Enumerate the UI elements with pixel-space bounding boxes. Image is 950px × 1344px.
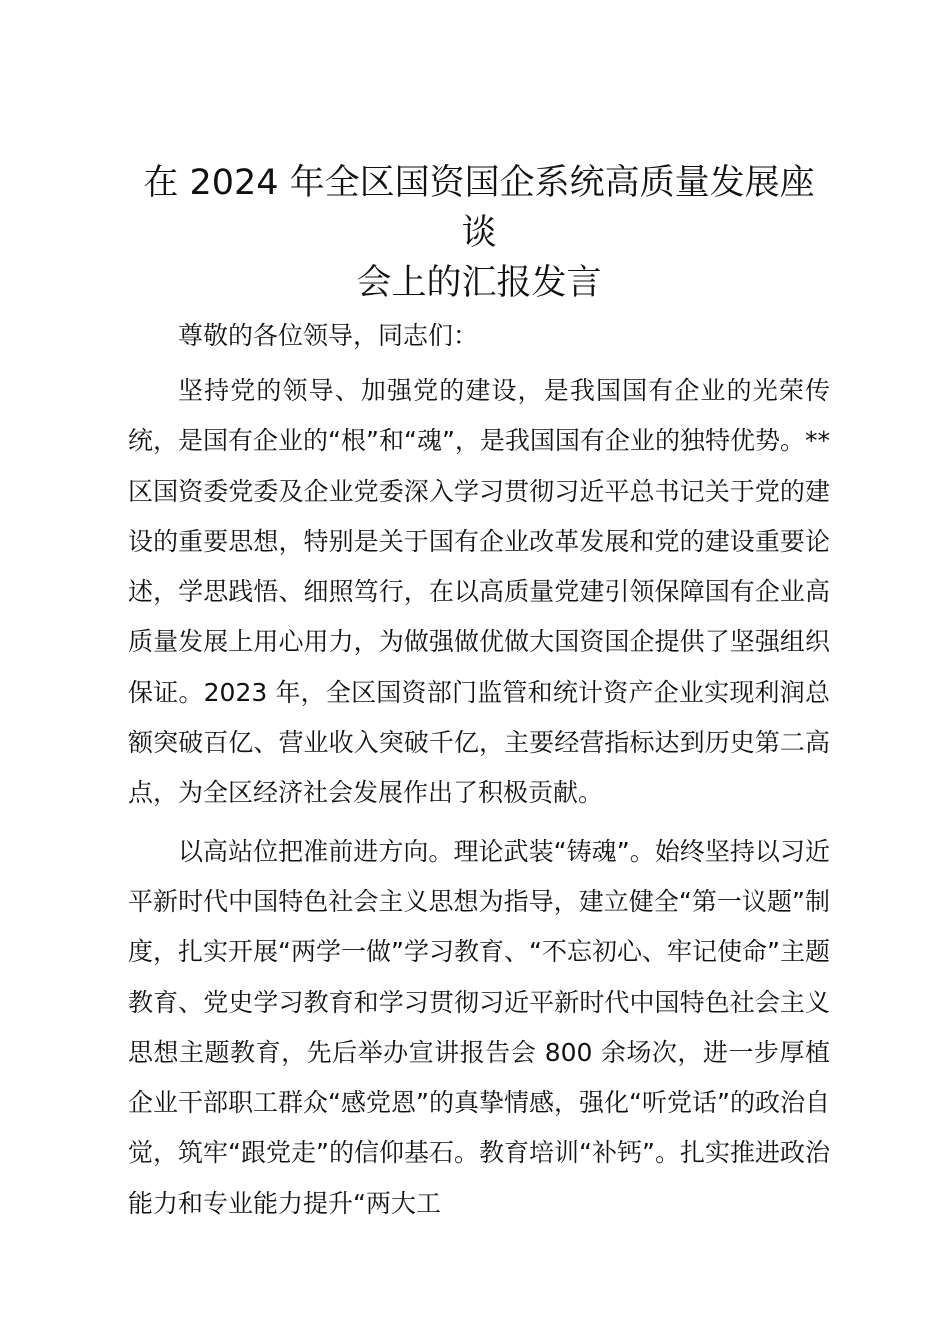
document-page bbox=[128, 158, 830, 1229]
title-line-1: 在 2024 年全区国资国企系统高质量发展座谈 bbox=[143, 163, 815, 253]
salutation: 尊敬的各位领导，同志们： bbox=[178, 321, 479, 350]
body-paragraph-2: 以高站位把准前进方向。理论武装“铸魂”。始终坚持以习近平新时代中国特色社会主义思想为指导，建立健全“第一议题”制度，扎实开展“两学一做”学习教育、“不忘初心、牢记使命”主题教育、党史学习教育和学习贯彻习近平新时代中国特色社会主义思想主题教育，先后举办宣讲报告会 800 余场次，进一步厚植企业干部职工群众“感党恩”的真挚情感，强化“听党话”的政治自觉，筑牢“跟党走”的信仰基石。教育培训“补钙”。扎实推进政治能力和专业能力提升“两大工 bbox=[128, 836, 830, 1218]
body-paragraph-1: 坚持党的领导、加强党的建设，是我国国有企业的光荣传统，是国有企业的“根”和“魂”，是我国国有企业的独特优势。**区国资委党委及企业党委深入学习贯彻习近平总书记关于党的建设的重要思想，特别是关于国有企业改革发展和党的建设重要论述，学思践悟、细照笃行，在以高质量党建引领保障国有企业高质量发展上用心用力，为做强做优做大国资国企提供了坚强组织保证。2023 年，全区国资部门监管和统计资产企业实现利润总额突破百亿、营业收入突破千亿，主要经营指标达到历史第二高点，为全区经济社会发展作出了积极贡献。 bbox=[128, 376, 830, 808]
document-title bbox=[128, 158, 830, 308]
title-line-2: 会上的汇报发言 bbox=[356, 263, 602, 303]
